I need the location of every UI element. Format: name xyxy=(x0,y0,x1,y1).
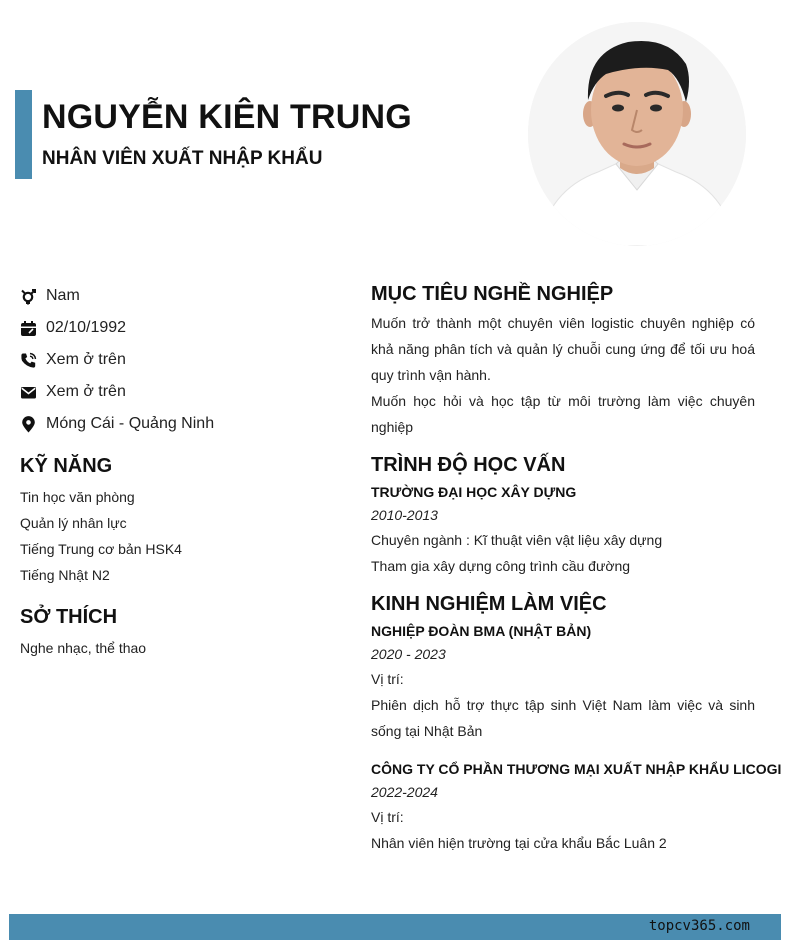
contact-gender xyxy=(20,280,340,312)
job-company: CÔNG TY CỔ PHẦN THƯƠNG MẠI XUẤT NHẬP KHẨU LICOGI xyxy=(371,761,782,777)
job-period: 2020 - 2023 xyxy=(371,646,446,662)
contact-email xyxy=(20,376,340,408)
hobbies-title: SỞ THÍCH xyxy=(20,606,118,628)
contact-birthday xyxy=(20,312,340,344)
contact-birthday-text: 02/10/1992 xyxy=(46,319,127,336)
job-description: Nhân viên hiện trường tại cửa khẩu Bắc Luân 2 xyxy=(371,835,667,851)
contact-email-text: Xem ở trên xyxy=(46,383,126,400)
gender-icon xyxy=(20,288,37,305)
job-company: NGHIỆP ĐOÀN BMA (NHẬT BẢN) xyxy=(371,623,592,639)
education-section xyxy=(371,454,755,579)
email-icon xyxy=(20,384,37,401)
objective-section xyxy=(371,283,755,440)
objective-paragraph: Muốn trở thành một chuyên viên logistic chuyên nghiệp có khả năng phân tích và quản lý chuỗi cung ứng để tối ưu hoá quy trình vận hành. xyxy=(371,315,755,383)
skills-title: KỸ NĂNG xyxy=(20,455,113,477)
candidate-name: NGUYỄN KIÊN TRUNG xyxy=(42,98,412,136)
calendar-icon xyxy=(20,320,37,337)
education-title: TRÌNH ĐỘ HỌC VẤN xyxy=(371,454,566,476)
skill-item: Quản lý nhân lực xyxy=(20,515,127,531)
education-line: Chuyên ngành : Kĩ thuật viên vật liệu xây dựng xyxy=(371,532,663,548)
contact-info xyxy=(20,280,340,440)
location-icon xyxy=(20,416,37,433)
skills-section xyxy=(20,455,340,588)
hobby-item: Nghe nhạc, thể thao xyxy=(20,640,147,656)
objective-paragraph: Muốn học hỏi và học tập từ môi trường làm việc chuyên nghiệp xyxy=(371,393,755,435)
skill-item: Tiếng Trung cơ bản HSK4 xyxy=(20,541,182,557)
job-position: Vị trí: xyxy=(371,671,404,687)
footer-bar xyxy=(9,914,781,940)
contact-gender-text: Nam xyxy=(46,287,80,304)
contact-phone xyxy=(20,344,340,376)
skill-item: Tiếng Nhật N2 xyxy=(20,567,110,583)
education-period: 2010-2013 xyxy=(371,507,438,523)
experience-section xyxy=(371,593,782,856)
job-period: 2022-2024 xyxy=(371,784,438,800)
contact-location-text: Móng Cái - Quảng Ninh xyxy=(46,415,215,432)
main-column xyxy=(371,283,782,856)
profile-photo xyxy=(528,22,746,246)
objective-title: MỤC TIÊU NGHỀ NGHIỆP xyxy=(371,283,614,305)
name-accent-bar xyxy=(15,90,32,179)
job-position: Vị trí: xyxy=(371,809,404,825)
phone-icon xyxy=(20,352,37,369)
footer-watermark: topcv365.com xyxy=(648,918,750,934)
job-description: Phiên dịch hỗ trợ thực tập sinh Việt Nam làm việc và sinh sống tại Nhật Bản xyxy=(371,697,755,739)
skill-item: Tin học văn phòng xyxy=(20,489,135,505)
education-line: Tham gia xây dựng công trình cầu đường xyxy=(371,558,631,574)
job-entry xyxy=(371,620,755,744)
education-school: TRƯỜNG ĐẠI HỌC XÂY DỰNG xyxy=(371,484,577,500)
experience-title: KINH NGHIỆM LÀM VIỆC xyxy=(371,593,607,615)
job-entry xyxy=(371,758,782,856)
candidate-job-title: NHÂN VIÊN XUẤT NHẬP KHẨU xyxy=(42,148,323,169)
contact-location xyxy=(20,408,340,440)
hobbies-section xyxy=(20,606,340,661)
contact-phone-text: Xem ở trên xyxy=(46,351,126,368)
